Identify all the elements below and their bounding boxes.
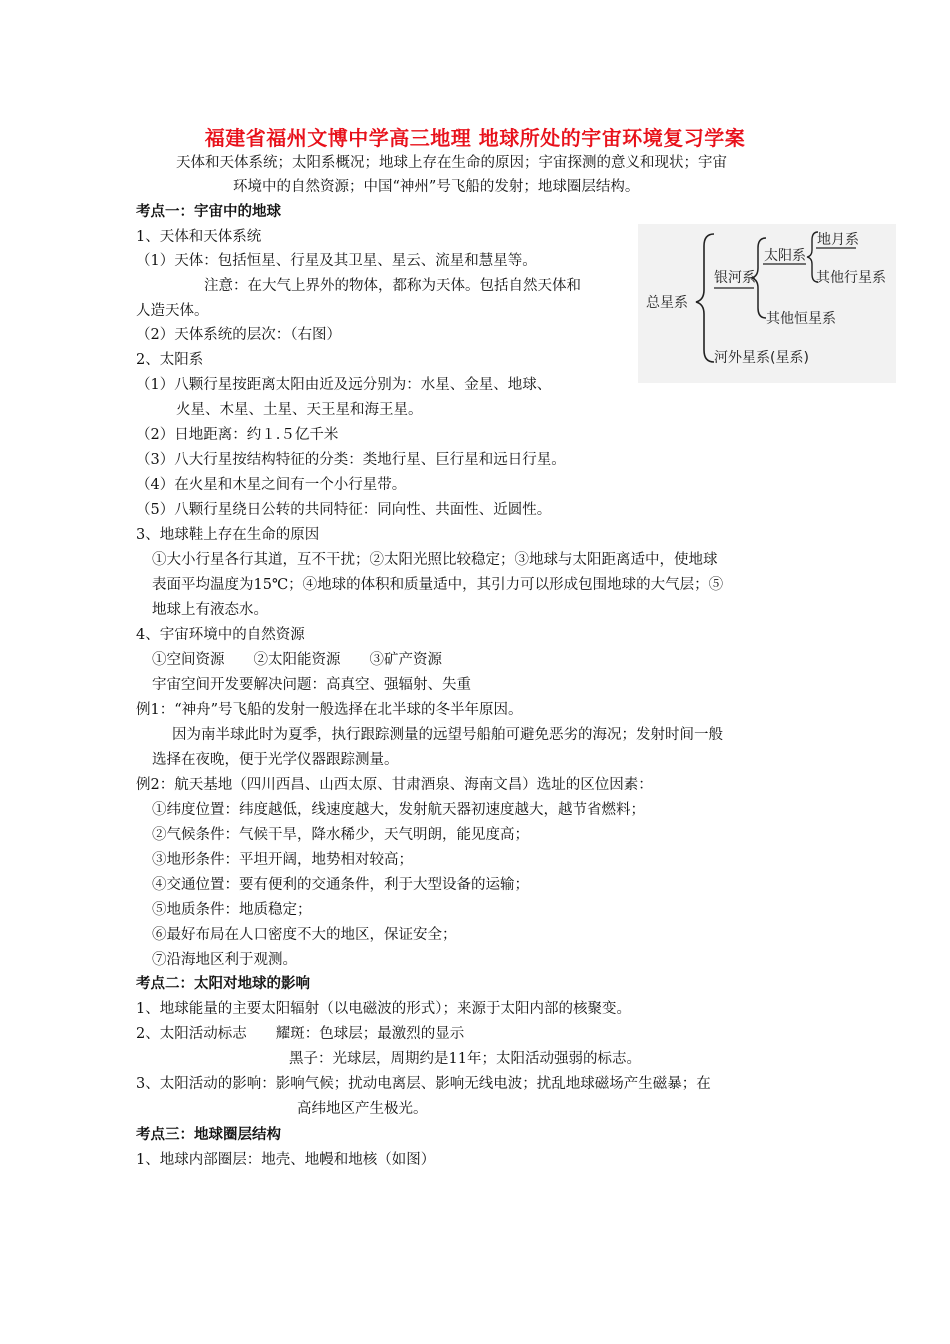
- example-2: 例2：航天基地（四川西昌、山西太原、甘肃酒泉、海南文昌）选址的区位因素：: [136, 777, 653, 793]
- label-other-planet-systems: 其他行星系: [816, 270, 886, 286]
- section-3-heading: 考点三：地球圈层结构: [136, 1127, 281, 1143]
- s1-p2e: （5）八颗行星绕日公转的共同特征：同向性、共面性、近圆性。: [136, 502, 552, 518]
- label-total-galaxy: 总星系: [646, 295, 688, 311]
- label-milky-way: 银河系: [714, 270, 756, 286]
- s1-p4: 4、宇宙环境中的自然资源: [136, 627, 305, 643]
- s2-p2b: 黑子：光球层，周期约是11年；太阳活动强弱的标志。: [289, 1051, 641, 1067]
- document-title: 福建省福州文博中学高三地理 地球所处的宇宙环境复习学案: [204, 126, 746, 150]
- example-1-answer-line2: 选择在夜晚，便于光学仪器跟踪测量。: [152, 752, 399, 768]
- s1-p1b-line1: 注意：在大气上界外的物体，都称为天体。包括自然天体和: [204, 278, 581, 294]
- s1-p2: 2、太阳系: [136, 352, 204, 368]
- s1-p1a: （1）天体：包括恒星、行星及其卫星、星云、流星和慧星等。: [136, 253, 537, 269]
- celestial-system-diagram: [638, 224, 896, 383]
- label-other-star-systems: 其他恒星系: [766, 311, 836, 327]
- example-2-item: ③地形条件：平坦开阔，地势相对较高；: [152, 852, 413, 868]
- label-solar-system: 太阳系: [764, 248, 806, 264]
- example-2-item: ⑤地质条件：地质稳定；: [152, 902, 312, 918]
- s2-p1: 1、地球能量的主要太阳辐射（以电磁波的形式）；来源于太阳内部的核聚变。: [136, 1001, 631, 1017]
- label-earth-moon-system: 地月系: [817, 232, 859, 248]
- example-1: 例1：“神舟”号飞船的发射一般选择在北半球的冬半年原因。: [136, 702, 523, 718]
- s1-p2d: （4）在火星和木星之间有一个小行星带。: [136, 477, 407, 493]
- s1-p1: 1、天体和天体系统: [136, 229, 262, 245]
- example-2-item: ①纬度位置：纬度越低，线速度越大，发射航天器初速度越大，越节省燃料；: [152, 802, 645, 818]
- s1-p3a-line3: 地球上有液态水。: [152, 602, 268, 618]
- example-1-answer-line1: 因为南半球此时为夏季，执行跟踪测量的远望号船舶可避免恶劣的海况；发射时间一般: [172, 727, 723, 743]
- s1-p3a-line1: ①大小行星各行其道，互不干扰；②太阳光照比较稳定；③地球与太阳距离适中，使地球: [152, 552, 718, 568]
- s1-p3a-line2: 表面平均温度为15℃；④地球的体积和质量适中，其引力可以形成包围地球的大气层；⑤: [152, 577, 724, 593]
- s2-p3-line1: 3、太阳活动的影响：影响气候；扰动电离层、影响无线电波；扰乱地球磁场产生磁暴；在: [136, 1076, 711, 1092]
- section-1-heading: 考点一：宇宙中的地球: [136, 204, 281, 220]
- s3-p1: 1、地球内部圈层：地壳、地幔和地核（如图）: [136, 1152, 436, 1168]
- hierarchy-braces: [638, 224, 896, 383]
- s1-p2b: （2）日地距离：约１.５亿千米: [136, 427, 339, 443]
- example-2-item: ②气候条件：气候干旱，降水稀少，天气明朗，能见度高；: [152, 827, 529, 843]
- intro-line-1: 天体和天体系统；太阳系概况；地球上存在生命的原因；宇宙探测的意义和现状；宇宙: [176, 155, 727, 171]
- example-2-item: ⑦沿海地区利于观测。: [152, 952, 297, 968]
- s1-p4a: ①空间资源 ②太阳能资源 ③矿产资源: [152, 652, 442, 668]
- s1-p2a-line1: （1）八颗行星按距离太阳由近及远分别为：水星、金星、地球、: [136, 377, 552, 393]
- s2-p2: 2、太阳活动标志 耀斑：色球层；最激烈的显示: [136, 1026, 465, 1042]
- intro-line-2: 环境中的自然资源；中国“神州”号飞船的发射；地球圈层结构。: [233, 179, 640, 195]
- section-2-heading: 考点二：太阳对地球的影响: [136, 976, 310, 992]
- s1-p2c: （3）八大行星按结构特征的分类：类地行星、巨行星和远日行星。: [136, 452, 566, 468]
- label-extragalactic: 河外星系(星系): [714, 350, 809, 366]
- s1-p1c: （2）天体系统的层次：（右图）: [136, 327, 341, 343]
- s1-p2a-line2: 火星、木星、土星、天王星和海王星。: [176, 402, 423, 418]
- s1-p3: 3、地球鞋上存在生命的原因: [136, 527, 320, 543]
- s1-p4b: 宇宙空间开发要解决问题：高真空、强辐射、失重: [152, 677, 471, 693]
- s1-p1b-line2: 人造天体。: [136, 303, 209, 319]
- s2-p3-line2: 高纬地区产生极光。: [297, 1101, 428, 1117]
- example-2-item: ⑥最好布局在人口密度不大的地区，保证安全；: [152, 927, 457, 943]
- example-2-item: ④交通位置：要有便利的交通条件，利于大型设备的运输；: [152, 877, 529, 893]
